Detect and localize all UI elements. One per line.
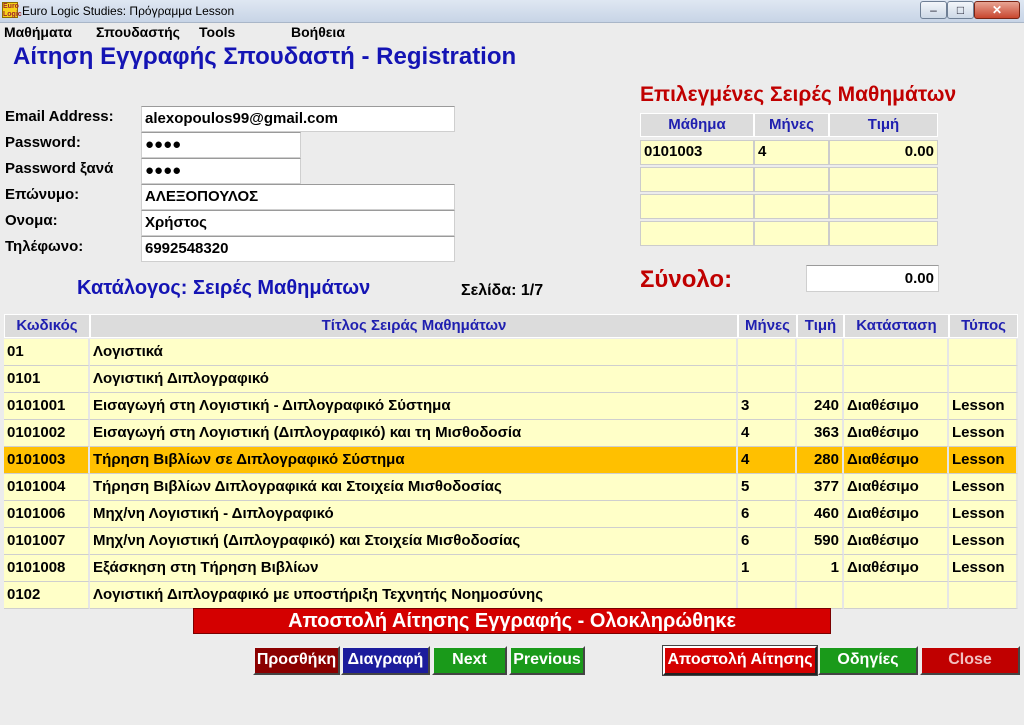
cell-price[interactable]: 280 bbox=[797, 447, 844, 474]
cell-months[interactable]: 4 bbox=[738, 447, 797, 474]
cell-status[interactable]: Διαθέσιμο bbox=[844, 447, 949, 474]
cell-type[interactable]: Lesson bbox=[949, 555, 1018, 582]
selected-cell-course[interactable] bbox=[640, 194, 754, 219]
surname-label: Επώνυμο: bbox=[5, 186, 80, 203]
cell-months[interactable]: 5 bbox=[738, 474, 797, 501]
cell-price[interactable]: 363 bbox=[797, 420, 844, 447]
selected-cell-months[interactable] bbox=[754, 194, 829, 219]
selected-cell-course[interactable] bbox=[640, 167, 754, 192]
cell-months[interactable]: 1 bbox=[738, 555, 797, 582]
maximize-icon[interactable]: □ bbox=[947, 1, 974, 19]
cell-status[interactable] bbox=[844, 366, 949, 393]
cell-price[interactable] bbox=[797, 339, 844, 366]
cell-title[interactable]: Λογιστική Διπλογραφικό bbox=[90, 366, 738, 393]
selected-cell-price[interactable]: 0.00 bbox=[829, 140, 938, 165]
selected-header-months: Μήνες bbox=[754, 113, 829, 137]
password-confirm-field[interactable]: ●●●● bbox=[141, 158, 301, 184]
cell-type[interactable] bbox=[949, 582, 1018, 609]
previous-button[interactable]: Previous bbox=[509, 646, 585, 675]
cell-title[interactable]: Τήρηση Βιβλίων Διπλογραφικά και Στοιχεία Μισθοδοσίας bbox=[90, 474, 738, 501]
instructions-button[interactable]: Οδηγίες bbox=[818, 646, 918, 675]
cell-type[interactable] bbox=[949, 339, 1018, 366]
cell-price[interactable]: 240 bbox=[797, 393, 844, 420]
cell-code[interactable]: 0101008 bbox=[4, 555, 90, 582]
cell-months[interactable]: 3 bbox=[738, 393, 797, 420]
cell-title[interactable]: Μηχ/νη Λογιστική - Διπλογραφικό bbox=[90, 501, 738, 528]
cell-code[interactable]: 0101002 bbox=[4, 420, 90, 447]
selected-header-course: Μάθημα bbox=[640, 113, 754, 137]
cell-price[interactable] bbox=[797, 366, 844, 393]
send-application-button[interactable]: Αποστολή Αίτησης bbox=[663, 646, 817, 675]
cell-title[interactable]: Λογιστική Διπλογραφικό με υποστήριξη Τεχνητής Νοημοσύνης bbox=[90, 582, 738, 609]
cell-type[interactable]: Lesson bbox=[949, 420, 1018, 447]
cell-code[interactable]: 0101 bbox=[4, 366, 90, 393]
catalog-title: Κατάλογος: Σειρές Μαθημάτων bbox=[77, 277, 371, 299]
cell-price[interactable]: 1 bbox=[797, 555, 844, 582]
cell-title[interactable]: Εισαγωγή στη Λογιστική (Διπλογραφικό) και τη Μισθοδοσία bbox=[90, 420, 738, 447]
page-indicator: Σελίδα: 1/7 bbox=[461, 282, 544, 299]
cell-title[interactable]: Εξάσκηση στη Τήρηση Βιβλίων bbox=[90, 555, 738, 582]
cell-title[interactable]: Τήρηση Βιβλίων σε Διπλογραφικό Σύστημα bbox=[90, 447, 738, 474]
cell-months[interactable]: 6 bbox=[738, 501, 797, 528]
password-label: Password: bbox=[5, 134, 81, 151]
col-header-status[interactable]: Κατάσταση bbox=[844, 314, 949, 338]
cell-status[interactable]: Διαθέσιμο bbox=[844, 528, 949, 555]
cell-code[interactable]: 01 bbox=[4, 339, 90, 366]
password-field[interactable]: ●●●● bbox=[141, 132, 301, 158]
col-header-months[interactable]: Μήνες bbox=[738, 314, 797, 338]
selected-cell-price[interactable] bbox=[829, 221, 938, 246]
phone-label: Τηλέφωνο: bbox=[5, 238, 84, 255]
cell-months[interactable] bbox=[738, 582, 797, 609]
cell-price[interactable] bbox=[797, 582, 844, 609]
close-button[interactable]: Close bbox=[920, 646, 1020, 675]
cell-status[interactable]: Διαθέσιμο bbox=[844, 474, 949, 501]
name-label: Ονομα: bbox=[5, 212, 58, 229]
password-confirm-label: Password ξανά bbox=[5, 160, 114, 177]
menu-spoudastis[interactable]: Σπουδαστής bbox=[96, 24, 180, 40]
cell-type[interactable]: Lesson bbox=[949, 501, 1018, 528]
cell-price[interactable]: 590 bbox=[797, 528, 844, 555]
selected-cell-months[interactable] bbox=[754, 167, 829, 192]
cell-title[interactable]: Εισαγωγή στη Λογιστική - Διπλογραφικό Σύστημα bbox=[90, 393, 738, 420]
cell-months[interactable] bbox=[738, 339, 797, 366]
col-header-type[interactable]: Τύπος bbox=[949, 314, 1018, 338]
cell-status[interactable] bbox=[844, 339, 949, 366]
phone-field[interactable]: 6992548320 bbox=[141, 236, 455, 262]
col-header-code[interactable]: Κωδικός bbox=[4, 314, 90, 338]
minimize-icon[interactable]: – bbox=[920, 1, 947, 19]
surname-field[interactable]: ΑΛΕΞΟΠΟΥΛΟΣ bbox=[141, 184, 455, 210]
cell-type[interactable] bbox=[949, 366, 1018, 393]
close-icon[interactable]: ✕ bbox=[974, 1, 1020, 19]
cell-status[interactable] bbox=[844, 582, 949, 609]
col-header-price[interactable]: Τιμή bbox=[797, 314, 844, 338]
cell-status[interactable]: Διαθέσιμο bbox=[844, 555, 949, 582]
selected-cell-course[interactable]: 0101003 bbox=[640, 140, 754, 165]
cell-title[interactable]: Μηχ/νη Λογιστική (Διπλογραφικό) και Στοιχεία Μισθοδοσίας bbox=[90, 528, 738, 555]
cell-code[interactable]: 0101006 bbox=[4, 501, 90, 528]
total-field: 0.00 bbox=[806, 265, 939, 292]
cell-type[interactable]: Lesson bbox=[949, 393, 1018, 420]
next-button[interactable]: Next bbox=[432, 646, 507, 675]
cell-status[interactable]: Διαθέσιμο bbox=[844, 501, 949, 528]
menu-mathimata[interactable]: Μαθήματα bbox=[4, 24, 73, 40]
selected-header-price: Τιμή bbox=[829, 113, 938, 137]
email-label: Email Address: bbox=[5, 108, 114, 125]
add-button[interactable]: Προσθήκη bbox=[253, 646, 340, 675]
menu-voitheia[interactable]: Βοήθεια bbox=[291, 24, 345, 40]
delete-button[interactable]: Διαγραφή bbox=[341, 646, 430, 675]
cell-type[interactable]: Lesson bbox=[949, 474, 1018, 501]
cell-code[interactable]: 0101001 bbox=[4, 393, 90, 420]
selected-courses-title: Επιλεγμένες Σειρές Μαθημάτων bbox=[640, 83, 957, 106]
col-header-title[interactable]: Τίτλος Σειράς Μαθημάτων bbox=[90, 314, 738, 338]
cell-price[interactable]: 377 bbox=[797, 474, 844, 501]
cell-type[interactable]: Lesson bbox=[949, 447, 1018, 474]
window-title: Euro Logic Studies: Πρόγραμμα Lesson bbox=[22, 4, 235, 18]
cell-status[interactable]: Διαθέσιμο bbox=[844, 393, 949, 420]
cell-title[interactable]: Λογιστικά bbox=[90, 339, 738, 366]
cell-code[interactable]: 0101003 bbox=[4, 447, 90, 474]
cell-code[interactable]: 0101004 bbox=[4, 474, 90, 501]
selected-cell-price[interactable] bbox=[829, 194, 938, 219]
selected-cell-price[interactable] bbox=[829, 167, 938, 192]
total-label: Σύνολο: bbox=[640, 266, 733, 293]
cell-months[interactable]: 4 bbox=[738, 420, 797, 447]
name-field[interactable]: Χρήστος bbox=[141, 210, 455, 236]
page-title: Αίτηση Εγγραφής Σπουδαστή - Registration bbox=[13, 43, 517, 70]
menu-tools[interactable]: Tools bbox=[199, 24, 236, 40]
selected-cell-course[interactable] bbox=[640, 221, 754, 246]
selected-cell-months[interactable] bbox=[754, 221, 829, 246]
cell-status[interactable]: Διαθέσιμο bbox=[844, 420, 949, 447]
cell-code[interactable]: 0101007 bbox=[4, 528, 90, 555]
cell-code[interactable]: 0102 bbox=[4, 582, 90, 609]
cell-months[interactable] bbox=[738, 366, 797, 393]
app-logo-icon: Euro Logic bbox=[3, 3, 22, 18]
cell-months[interactable]: 6 bbox=[738, 528, 797, 555]
email-field[interactable]: alexopoulos99@gmail.com bbox=[141, 106, 455, 132]
selected-cell-months[interactable]: 4 bbox=[754, 140, 829, 165]
cell-price[interactable]: 460 bbox=[797, 501, 844, 528]
cell-type[interactable]: Lesson bbox=[949, 528, 1018, 555]
status-banner: Αποστολή Αίτησης Εγγραφής - Ολοκληρώθηκε bbox=[193, 608, 831, 634]
